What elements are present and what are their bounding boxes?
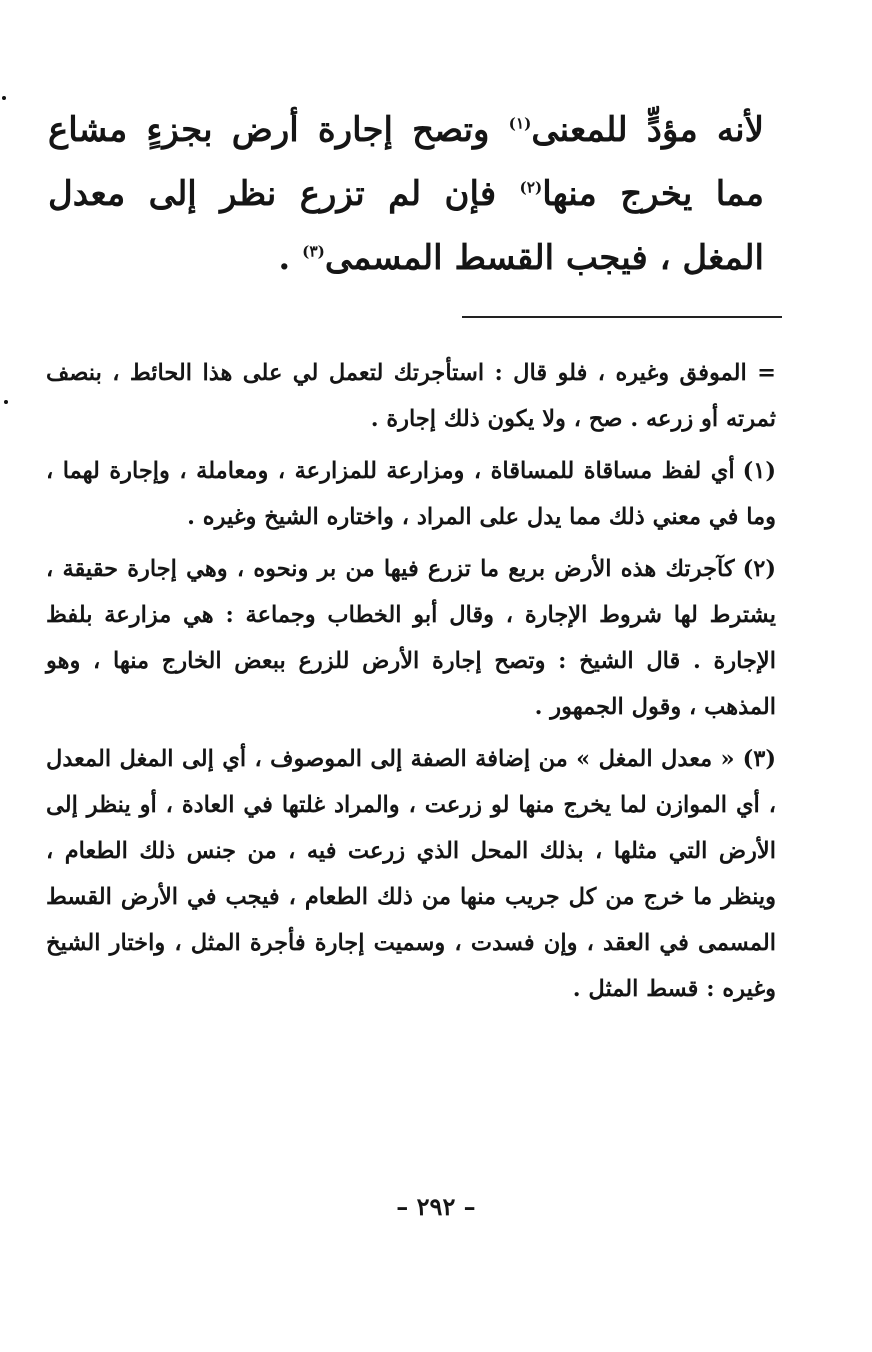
footnote-text: = الموفق وغيره ، فلو قال : استأجرتك لتعمل لي على هذا الحائط ، بنصف ثمرته أو زرعه . صح ، ولا يكون ذلك إجارة . [46, 360, 776, 432]
footnote-number: (٢) [742, 556, 776, 582]
main-text-part: وتصح إجارة أرض بجزءٍ مشاع مما يخرج منها [48, 110, 764, 214]
footnote-1 [46, 448, 776, 540]
footnote-continuation [46, 350, 776, 442]
footnote-2 [46, 546, 776, 730]
footnote-ref-3: (٣) [302, 242, 325, 261]
footnote-number: (١) [742, 458, 776, 484]
scan-speck [2, 96, 6, 100]
footnote-text: كآجرتك هذه الأرض بربع ما تزرع فيها من بر ونحوه ، وهي إجارة حقيقة ، يشترط لها شروط الإجارة ، وقال أبو الخطاب وجماعة : هي مزارعة بلفظ الإجارة . قال الشيخ : وتصح إجارة الأرض للزرع ببعض الخارج منها ، وهو المذهب ، وقول الجمهور . [46, 556, 776, 720]
main-text-part: . [278, 238, 303, 278]
footnote-ref-1: (١) [508, 114, 532, 133]
scan-speck [4, 400, 8, 404]
footnote-ref-2: (٢) [519, 178, 543, 197]
main-text-part: فإن لم تزرع نظر إلى معدل المغل ، فيجب القسط المسمى [48, 174, 764, 278]
main-text [48, 98, 764, 290]
footnote-text: أي لفظ مساقاة للمساقاة ، ومزارعة للمزارعة ، ومعاملة ، وإجارة لهما ، وما في معني ذلك مما يدل على المراد ، واختاره الشيخ وغيره . [46, 458, 776, 530]
footnotes-section [46, 350, 776, 1018]
footnote-number: (٣) [742, 746, 776, 772]
footnote-3 [46, 736, 776, 1012]
footnote-divider [462, 316, 782, 318]
main-text-part: لأنه مؤدٍّ للمعنى [531, 110, 764, 150]
page-number: – ٢٩٢ – [396, 1192, 476, 1221]
footnote-text: « معدل المغل » من إضافة الصفة إلى الموصوف ، أي إلى المغل المعدل ، أي الموازن لما يخرج منها لو زرعت ، والمراد غلتها في العادة ، أو ينظر إلى الأرض التي مثلها ، بذلك المحل الذي زرعت فيه ، من جنس ذلك الطعام ، وينظر ما خرج من كل جريب منها من ذلك الطعام ، فيجب في الأرض القسط المسمى في العقد ، وإن فسدت ، وسميت إجارة فأجرة المثل ، واختار الشيخ وغيره : قسط المثل . [46, 746, 776, 1002]
